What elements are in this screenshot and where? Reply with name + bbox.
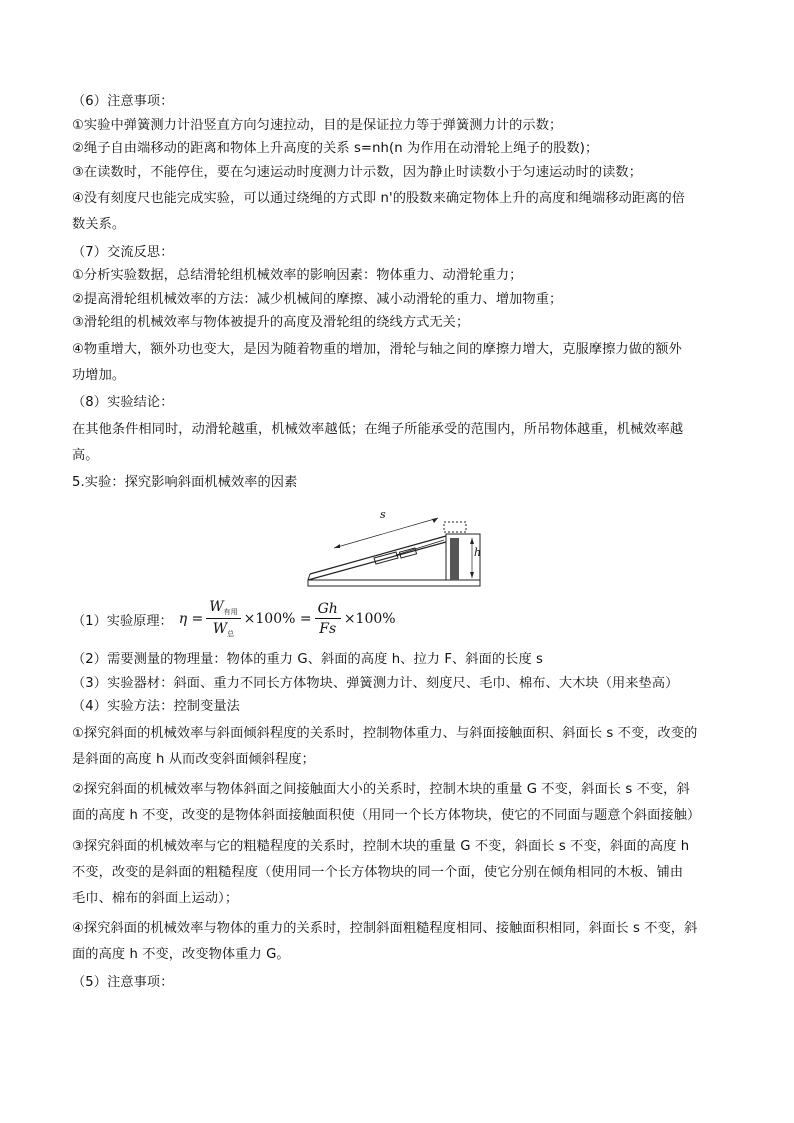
sec7-item-4-line-1: ④物重增大，额外功也变大，是因为随着物重的增加，滑轮与轴之间的摩擦力增大，克服摩擦力做的额外	[72, 341, 682, 357]
method-item-2-line-1: ②探究斜面的机械效率与物体斜面之间接触面大小的关系时，控制木块的重量 G 不变，斜面长 s 不变，斜	[72, 782, 690, 797]
eta-symbol: η =	[178, 611, 204, 627]
sec7-item-3: ③滑轮组的机械效率与物体被提升的高度及滑轮组的绕线方式无关；	[72, 315, 470, 330]
sec8-title: （8）实验结论：	[72, 395, 174, 410]
w-total: W	[212, 621, 228, 637]
sec6-item-4-line-2: 数关系。	[72, 217, 126, 232]
fs: Fs	[319, 621, 337, 637]
method-item-2-line-2: 面的高度 h 不变，改变的是物体斜面接触面积使（用同一个长方体物块，使它的不同面与题意个斜面接触）	[72, 808, 701, 823]
sec7-item-4	[72, 337, 724, 389]
exp5-title: 5.实验：探究影响斜面机械效率的因素	[72, 475, 298, 490]
w-total-sub: 总	[227, 630, 235, 638]
label-h: h	[474, 546, 482, 559]
incline-diagram	[304, 498, 484, 588]
gh-fs-fraction	[315, 601, 341, 637]
incline-figure	[72, 498, 724, 594]
measure-quantities: （2）需要测量的物理量：物体的重力 G、斜面的高度 h、拉力 F、斜面的长度 s	[72, 652, 544, 667]
method-item-2	[72, 777, 724, 829]
sec8-body	[72, 417, 724, 469]
efficiency-formula	[179, 599, 396, 639]
label-s: s	[380, 508, 386, 521]
w-fraction	[206, 599, 240, 639]
times-100: ×100%	[343, 611, 396, 627]
sec8-body-line-1: 在其他条件相同时，动滑轮越重，机械效率越低；在绳子所能承受的范围内，所吊物体越重，机械效率越	[72, 421, 684, 437]
w-useful: W	[209, 599, 224, 615]
times-100-equals: ×100% =	[243, 611, 312, 627]
method-item-3-line-2: 不变，改变的是斜面的粗糙程度（使用同一个长方体物块的同一个面，使它分别在倾角相同的木板、铺由	[72, 864, 684, 880]
method-item-4-line-2: 面的高度 h 不变，改变物体重力 G。	[72, 947, 290, 962]
method-item-4	[72, 916, 724, 968]
principle-line	[72, 594, 724, 644]
equipment: （3）实验器材：斜面、重力不同长方体物块、弹簧测力计、刻度尺、毛巾、棉布、大木块（用来垫高）	[72, 675, 679, 691]
principle-label: （1）实验原理：	[72, 613, 173, 629]
sec7-item-2: ②提高滑轮组机械效率的方法：减少机械间的摩擦、减小动滑轮的重力、增加物重；	[72, 291, 563, 307]
method-item-1	[72, 721, 724, 773]
gh: Gh	[315, 601, 341, 619]
w-useful-sub: 有用	[223, 608, 238, 616]
sec6-item-4	[72, 186, 724, 238]
method-item-1-line-1: ①探究斜面的机械效率与斜面倾斜程度的关系时，控制物体重力、与斜面接触面积、斜面长 s 不变，改变的	[72, 725, 698, 741]
sec6-title: （6）注意事项：	[72, 94, 174, 109]
sec7-title: （7）交流反思：	[72, 244, 174, 260]
sec6-item-3: ③在读数时，不能停住，要在匀速运动时度测力计示数，因为静止时读数小于匀速运动时的读数；	[72, 164, 642, 180]
sec6-item-1: ①实验中弹簧测力计沿竖直方向匀速拉动，目的是保证拉力等于弹簧测力计的示数；	[72, 117, 563, 133]
sec7-item-1: ①分析实验数据，总结滑轮组机械效率的影响因素：物体重力、动滑轮重力；	[72, 268, 523, 283]
sec8-body-line-2: 高。	[72, 447, 99, 463]
sec7-item-4-line-2: 功增加。	[72, 367, 126, 383]
sec6-item-4-line-1: ④没有刻度尺也能完成实验，可以通过绕绳的方式即 n'的股数来确定物体上升的高度和绳端移动距离的倍	[72, 191, 686, 206]
method-item-1-line-2: 是斜面的高度 h 从而改变斜面倾斜程度；	[72, 751, 315, 767]
method-item-3	[72, 834, 724, 912]
document-page	[72, 92, 724, 996]
method-item-3-line-3: 毛巾、棉布的斜面上运动）；	[72, 890, 239, 906]
method: （4）实验方法：控制变量法	[72, 699, 240, 714]
method-item-3-line-1: ③探究斜面的机械效率与它的粗糙程度的关系时，控制木块的重量 G 不变，斜面长 s 不变，斜面的高度 h	[72, 838, 690, 854]
method-item-4-line-1: ④探究斜面的机械效率与物体的重力的关系时，控制斜面粗糙程度相同、接触面积相同，斜面长 s 不变，斜	[72, 921, 698, 936]
sec6-item-2: ②绳子自由端移动的距离和物体上升高度的关系 s=nh(n 为作用在动滑轮上绳子的股数)；	[72, 141, 599, 156]
sec5-notes-title: （5）注意事项：	[72, 974, 174, 990]
